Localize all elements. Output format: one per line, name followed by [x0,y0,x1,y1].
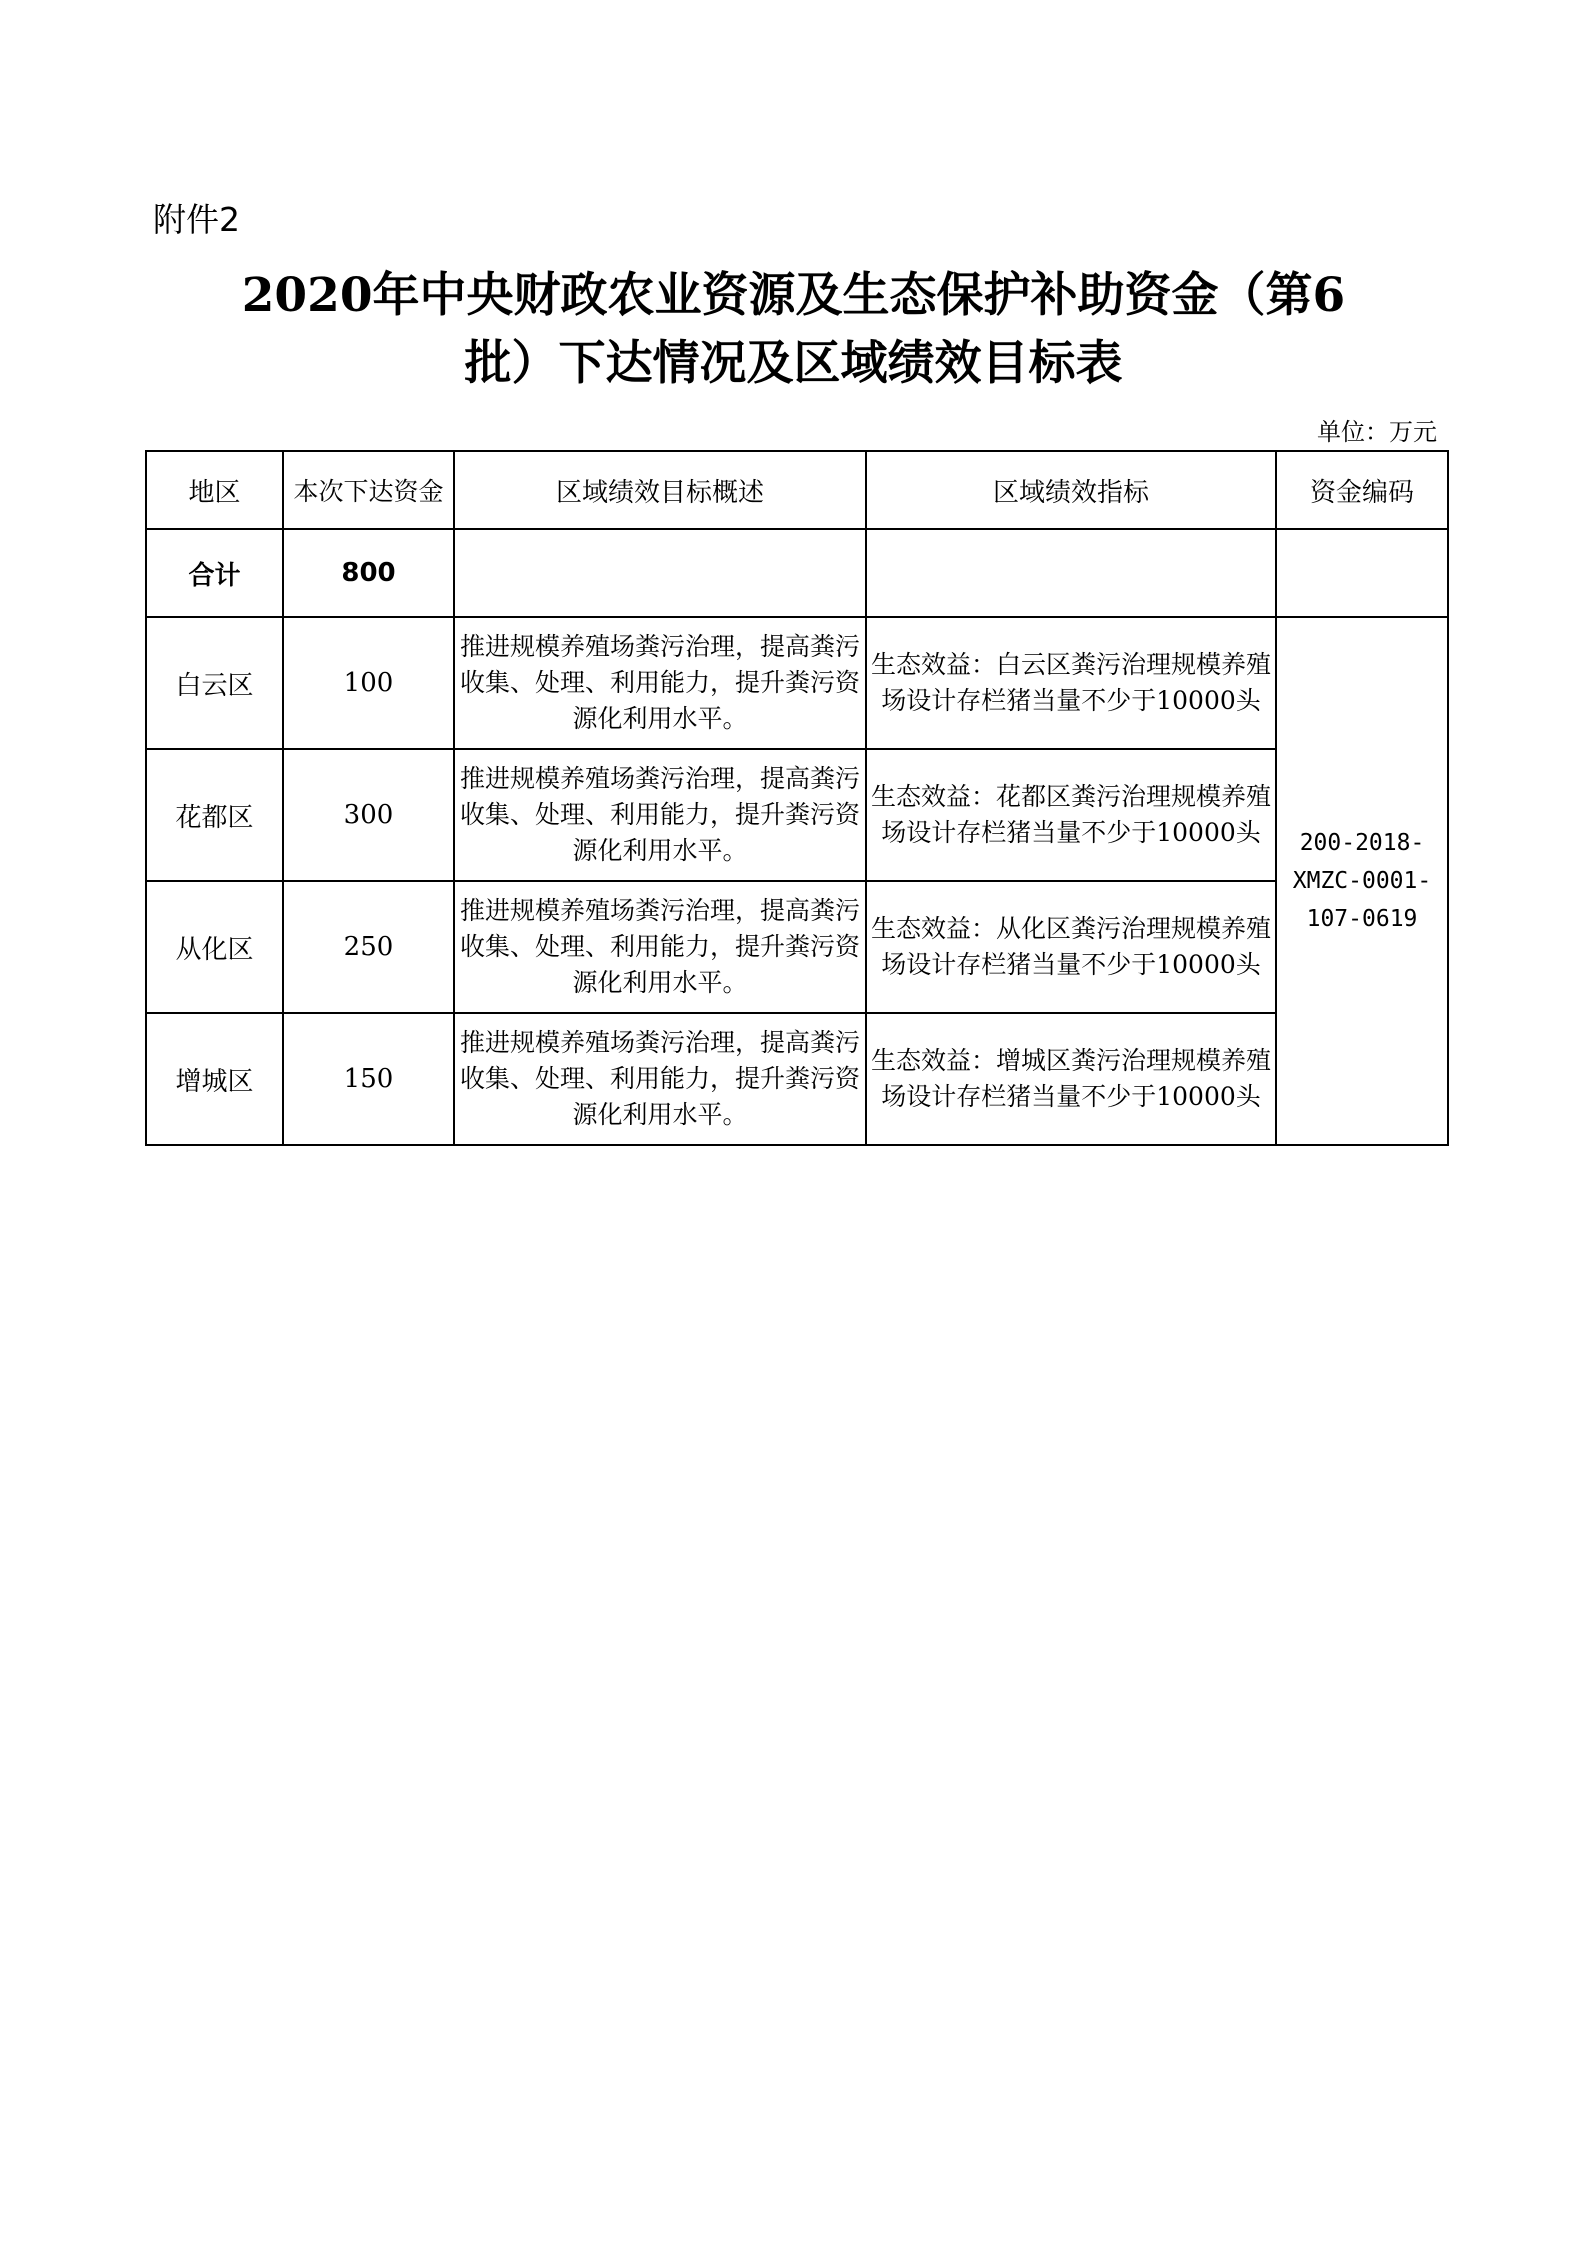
row-description: 推进规模养殖场粪污治理，提高粪污收集、处理、利用能力，提升粪污资源化利用水平。 [454,617,866,749]
row-region: 花都区 [146,749,283,881]
total-label: 合计 [146,529,283,617]
total-description-cell [454,529,866,617]
title-line-1: 2020年中央财政农业资源及生态保护补助资金（第6 [241,268,1346,323]
fund-code [1276,617,1448,1145]
total-indicator-cell [866,529,1276,617]
header-fund-code: 资金编码 [1276,451,1448,529]
row-amount: 100 [283,617,454,749]
row-description: 推进规模养殖场粪污治理，提高粪污收集、处理、利用能力，提升粪污资源化利用水平。 [454,749,866,881]
row-indicator: 生态效益：增城区粪污治理规模养殖场设计存栏猪当量不少于10000头 [866,1013,1276,1145]
fund-code-line: 200-2018- [1299,830,1425,856]
table-row [146,881,1448,1013]
total-row [146,529,1448,617]
document-title [150,262,1437,398]
header-indicator: 区域绩效指标 [866,451,1276,529]
header-region: 地区 [146,451,283,529]
title-line-2: 批）下达情况及区域绩效目标表 [464,336,1123,391]
table-row [146,749,1448,881]
row-amount: 250 [283,881,454,1013]
row-description: 推进规模养殖场粪污治理，提高粪污收集、处理、利用能力，提升粪污资源化利用水平。 [454,881,866,1013]
attachment-label: 附件2 [153,200,240,239]
table-header-row [146,451,1448,529]
unit-label: 单位：万元 [1317,418,1437,446]
fund-code-line: 107-0619 [1306,906,1418,932]
row-indicator: 生态效益：从化区粪污治理规模养殖场设计存栏猪当量不少于10000头 [866,881,1276,1013]
row-region: 从化区 [146,881,283,1013]
row-description: 推进规模养殖场粪污治理，提高粪污收集、处理、利用能力，提升粪污资源化利用水平。 [454,1013,866,1145]
funding-table [145,450,1449,1146]
fund-code-line: XMZC-0001- [1292,868,1432,894]
header-amount: 本次下达资金 [283,451,454,529]
row-indicator: 生态效益：花都区粪污治理规模养殖场设计存栏猪当量不少于10000头 [866,749,1276,881]
table-row [146,617,1448,749]
header-description: 区域绩效目标概述 [454,451,866,529]
row-region: 白云区 [146,617,283,749]
row-region: 增城区 [146,1013,283,1145]
row-indicator: 生态效益：白云区粪污治理规模养殖场设计存栏猪当量不少于10000头 [866,617,1276,749]
row-amount: 150 [283,1013,454,1145]
total-amount: 800 [283,529,454,617]
total-code-cell [1276,529,1448,617]
table-row [146,1013,1448,1145]
row-amount: 300 [283,749,454,881]
